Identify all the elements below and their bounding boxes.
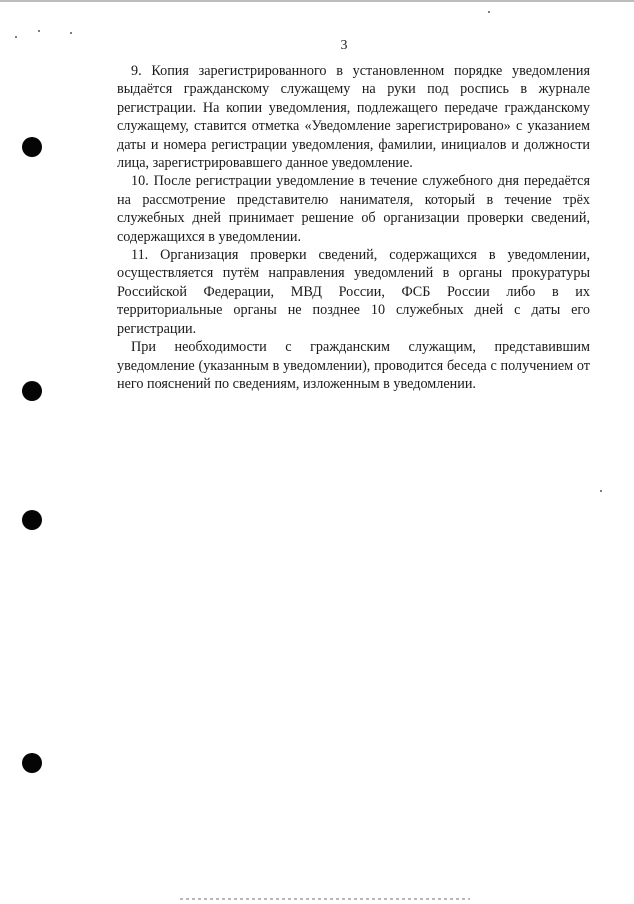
scan-top-edge	[0, 0, 634, 2]
paragraph-interview: При необходимости с гражданским служащим, представившим уведомление (указанным в уведомлении), проводится беседа с получением от него пояснений по сведениям, изложенным в уведомлении.	[117, 339, 590, 392]
punch-hole	[22, 137, 42, 157]
punch-hole	[22, 510, 42, 530]
paragraph-9: 9. Копия зарегистрированного в установленном порядке уведомления выдаётся гражданскому служащему на руки под роспись в журнале регистрации. На копии уведомления, подлежащего передаче гражданскому служащему, ставится отметка «Уведомление зарегистрировано» с указанием даты и номера регистрации уведомления, фамилии, инициалов и должности лица, зарегистрировавшего данное уведомление.	[117, 63, 590, 172]
page-number: 3	[340, 38, 348, 53]
punch-hole	[22, 753, 42, 773]
scan-speck	[70, 32, 72, 34]
document-body	[117, 62, 590, 393]
paragraph-10: 10. После регистрации уведомление в течение служебного дня передаётся на рассмотрение представителю нанимателя, который в течение трёх служебных дней принимает решение об организации проверки сведений, содержащихся в уведомлении.	[117, 173, 590, 245]
scan-bottom-noise	[180, 898, 470, 900]
scan-speck	[488, 11, 490, 13]
punch-hole	[22, 381, 42, 401]
scan-speck	[38, 30, 40, 32]
scan-speck	[600, 490, 602, 492]
paragraph-11: 11. Организация проверки сведений, содержащихся в уведомлении, осуществляется путём направления уведомлений в органы прокуратуры Российской Федерации, МВД России, ФСБ России либо в их территориальные органы не позднее 10 служебных дней с даты его регистрации.	[117, 247, 590, 337]
